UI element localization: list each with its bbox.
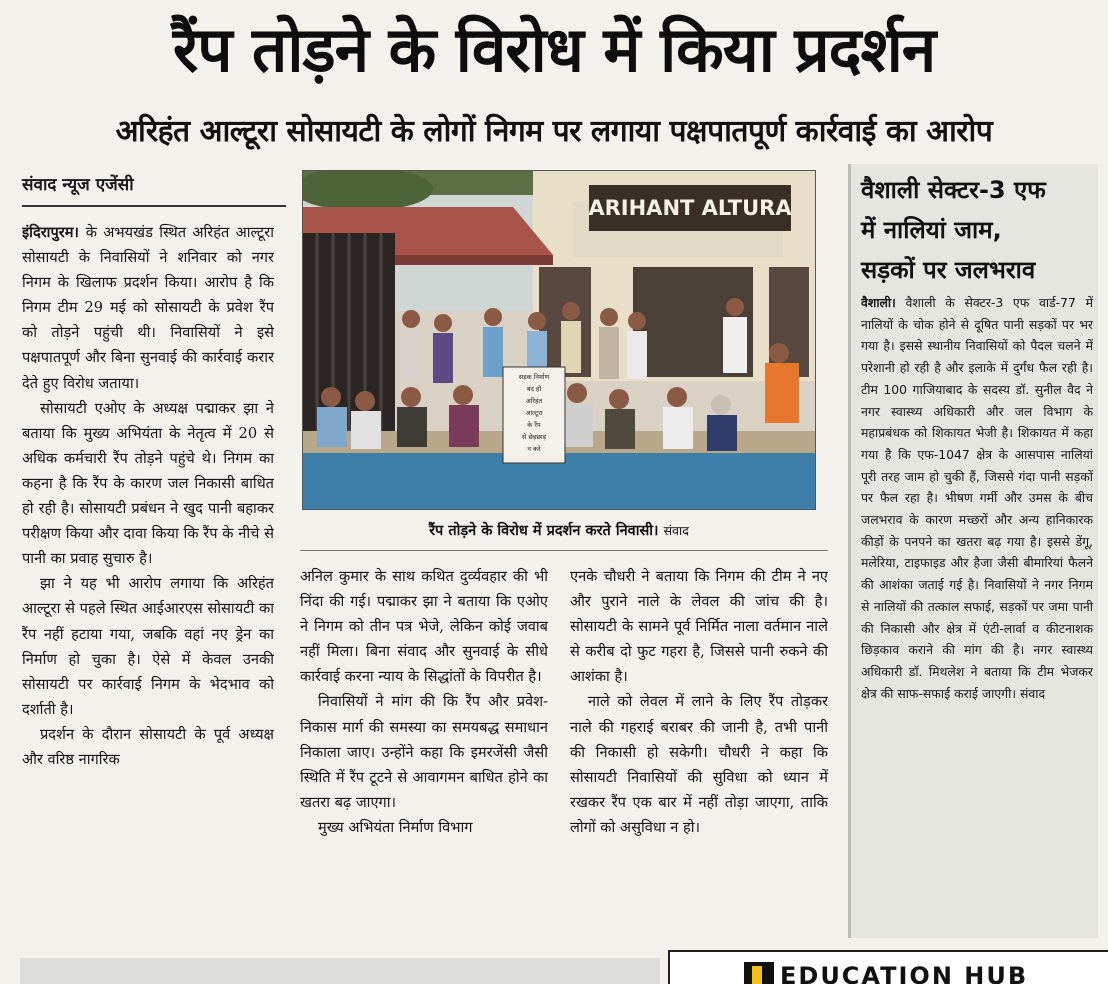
sidebar-credit: संवाद — [1020, 685, 1046, 701]
placard-line: सड़क निर्माण — [518, 373, 550, 381]
byline-rule — [22, 205, 286, 207]
byline: संवाद न्यूज एजेंसी — [22, 175, 134, 195]
sidebar-story — [848, 164, 1098, 938]
photo-caption-text: रैंप तोड़ने के विरोध में प्रदर्शन करते निवासी। — [429, 523, 659, 539]
story-paragraph: नाले को लेवल में लाने के लिए रैंप तोड़कर नाले की गहराई बराबर की जानी है, तभी पानी की निकासी हो सकेगी। चौधरी ने कहा कि सोसायटी निवासियों की सुविधा को ध्यान में रखकर रैंप एक बार में नहीं तोड़ा जाएगा, ताकि लोगों को असुविधा न हो। — [570, 693, 828, 836]
story-paragraph: झा ने यह भी आरोप लगाया कि अरिहंत आल्टूरा से पहले स्थित आईआरएस सोसायटी का रैंप नहीं हटाया गया, जबकि वहां नए ड्रेन का निर्माण हो चुका है। ऐसे में केवल उनकी सोसायटी पर कार्रवाई निगम के भेदभाव को दर्शाती है। — [22, 575, 274, 718]
bottom-strip — [20, 958, 660, 984]
sidebar-dateline: वैशाली। — [861, 295, 896, 310]
building-sign-text: ARIHANT ALTURA — [588, 196, 792, 220]
story-paragraph: प्रदर्शन के दौरान सोसायटी के पूर्व अध्यक्ष और वरिष्ठ नागरिक — [22, 725, 274, 768]
sidebar-body-text: वैशाली के सेक्टर-3 एफ वार्ड-77 में नालियों के चोक होने से दूषित पानी सड़कों पर भर गया है। इससे स्थानीय निवासियों को पैदल चलने में परेशानी हो रही है और इलाके में दुर्गंध फैल रही है। टीम 100 गाजियाबाद के सदस्य डॉ. सुनील वैद ने नगर स्वास्थ्य अधिकारी और जल विभाग के महाप्रबंधक को शिकायत भेजी है। शिकायत में कहा गया है कि एफ-1047 क्षेत्र के आसपास नालियां पूरी तरह जाम हो चुकी हैं, जिससे गंदा पानी सड़कों पर फैल रहा है। भीषण गर्मी और उमस के बीच जलभराव के कारण मच्छरों और अन्य हानिकारक कीड़ों के पनपने का खतरा बढ़ गया है। इससे डेंगू, मलेरिया, टाइफाइड और हैजा जैसी बीमारियां फैलने की आशंका जताई गई है। निवासियों ने नगर निगम से नालियों की तत्काल सफाई, सड़कों पर जमा पानी की निकासी और क्षेत्र में एंटी-लार्वा व कीटनाशक छिड़काव कराने की मांग की है। नगर स्वास्थ्य अधिकारी डॉ. मिथलेश ने बताया कि टीम भेजकर क्षेत्र की साफ-सफाई कराई जाएगी। — [861, 295, 1093, 701]
subheadline: अरिहंत आल्टूरा सोसायटी के लोगों निगम पर लगाया पक्षपातपूर्ण कार्रवाई का आरोप — [115, 114, 993, 149]
story-paragraph: सोसायटी एओए के अध्यक्ष पद्माकर झा ने बताया कि मुख्य अभियंता के नेतृत्व में 20 से अधिक कर्मचारी रैंप तोड़ने पहुंचे थे। निगम का कहना है कि रैंप के कारण जल निकासी बाधित हो रही है। सोसायटी प्रबंधन ने खुद पानी बहाकर परीक्षण किया और दावा किया कि रैंप के नीचे से पानी का प्रवाह सुचारु है। — [22, 399, 274, 568]
placard-line: अरिहंत — [525, 397, 543, 405]
photo-illustration — [303, 171, 816, 510]
story-column-3 — [570, 564, 828, 948]
placard-line: बंद हो — [526, 385, 542, 393]
placard-line: आल्टूरा — [525, 409, 543, 417]
news-photo — [302, 170, 816, 510]
placard-line: के रैंप — [527, 421, 541, 429]
sidebar-headline-line: सड़कों पर जलभराव — [861, 256, 1036, 284]
story-paragraph: अनिल कुमार के साथ कथित दुर्व्यवहार की भी निंदा की गई। पद्माकर झा ने बताया कि एओए ने निगम को तीन पत्र भेजे, लेकिन कोई जवाब नहीं मिला। बिना संवाद और सुनवाई के सीधे कार्रवाई करना न्याय के सिद्धांतों के विपरीत है। — [300, 568, 548, 686]
sidebar-headline-line: वैशाली सेक्टर-3 एफ — [861, 176, 1046, 204]
sidebar-headline-line: में नालियां जाम, — [861, 216, 1002, 244]
placard-line: से छेड़छाड़ — [521, 433, 547, 441]
story-paragraph: इंदिरापुरम। के अभयखंड स्थित अरिहंत आल्टूरा सोसायटी के निवासियों ने शनिवार को नगर निगम के खिलाफ प्रदर्शन किया। आरोप है कि निगम टीम 29 मई को सोसायटी के प्रवेश रैंप को तोड़ने पहुंची थी। निवासियों ने इसे पक्षपातपूर्ण और बिना सुनवाई की कार्रवाई करार देते हुए विरोध जताया। — [22, 224, 274, 392]
ad-text: EDUCATION HUB — [780, 962, 1029, 984]
headline: रैंप तोड़ने के विरोध में किया प्रदर्शन — [172, 13, 936, 86]
story-paragraph: एनके चौधरी ने बताया कि निगम की टीम ने नए और पुराने नाले के लेवल की जांच की है। सोसायटी के सामने पूर्व निर्मित नाला वर्तमान नाले से करीब दो फुट गहरा है, जिससे पानी रुकने की आशंका है। — [570, 568, 828, 686]
placard-line: न करे — [527, 445, 541, 453]
ad-logo-icon — [744, 962, 774, 984]
photo-caption — [302, 516, 816, 546]
advertisement[interactable] — [668, 950, 1108, 984]
caption-rule — [300, 550, 828, 551]
story-column-1 — [22, 220, 274, 948]
story-column-2 — [300, 564, 548, 948]
story-dateline: इंदिरापुरम। — [22, 224, 86, 241]
photo-credit: संवाद — [663, 523, 689, 538]
sidebar-body — [861, 292, 1093, 932]
story-paragraph: निवासियों ने मांग की कि रैंप और प्रवेश-निकास मार्ग की समस्या का समयबद्ध समाधान निकाला जाए। उन्होंने कहा कि इमरजेंसी जैसी स्थिति में रैंप टूटने से आवागमन बाधित होने का खतरा बढ़ जाएगा। — [300, 693, 548, 811]
story-paragraph: मुख्य अभियंता निर्माण विभाग — [318, 818, 473, 836]
sidebar-headline — [861, 170, 1095, 290]
